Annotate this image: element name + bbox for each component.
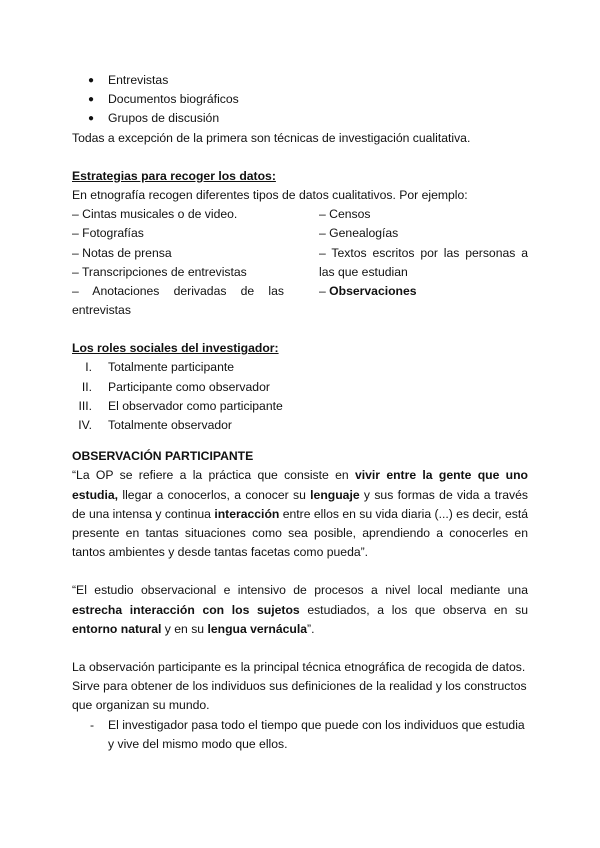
dash-text: – xyxy=(319,283,330,298)
data-type-item: – Textos escritos por las personas a xyxy=(319,245,528,260)
data-type-item: – Cintas musicales o de video. xyxy=(72,207,238,222)
bullet-icon: ● xyxy=(88,75,95,86)
roman-numeral: II. xyxy=(81,379,92,394)
op-quote-2 xyxy=(72,581,528,639)
quote-bold: lenguaje xyxy=(310,487,360,502)
list-item xyxy=(72,109,528,128)
quote-text: “El estudio observacional e intensivo de procesos a nivel local mediante una xyxy=(72,583,528,598)
dash-bullet: - xyxy=(90,717,95,732)
data-type-item-cont: entrevistas xyxy=(72,303,131,318)
strategies-intro: En etnografía recogen diferentes tipos de datos cualitativos. Por ejemplo: xyxy=(72,187,468,202)
roman-numeral: I. xyxy=(85,360,92,375)
roman-numeral: IV. xyxy=(78,418,92,432)
strategies-columns xyxy=(72,205,528,320)
quote-text: “La OP se refiere a la práctica que consiste en xyxy=(72,468,355,483)
list-item xyxy=(72,71,528,90)
methods-list xyxy=(72,71,528,129)
methods-note: Todas a excepción de la primera son técnicas de investigación cualitativa. xyxy=(72,130,471,145)
bullet-icon: ● xyxy=(88,94,95,106)
op-heading: OBSERVACIÓN PARTICIPANTE xyxy=(72,449,254,464)
strategies-left-column xyxy=(72,205,284,320)
list-item xyxy=(72,378,528,397)
list-item xyxy=(72,90,528,109)
role-text: Participante como observador xyxy=(108,379,270,394)
quote-bold: lengua vernácula xyxy=(207,621,308,636)
role-text: Totalmente participante xyxy=(108,360,235,375)
data-type-item: – Genealogías xyxy=(319,226,399,241)
data-type-item: – Fotografías xyxy=(72,226,144,241)
roles-heading: Los roles sociales del investigador: xyxy=(72,341,279,356)
data-type-item: – Transcripciones de entrevistas xyxy=(72,264,247,279)
document-page xyxy=(72,71,528,754)
bullet-icon: ● xyxy=(88,113,95,125)
quote-text: llegar a conocerlos, a conocer su xyxy=(118,487,311,502)
quote-bold: entorno natural xyxy=(72,621,162,636)
quote-bold: estrecha interacción con los sujetos xyxy=(72,602,300,617)
data-type-item: – Anotaciones derivadas de las xyxy=(72,283,284,298)
list-item xyxy=(72,416,528,435)
list-item xyxy=(72,716,528,754)
list-item-text: El investigador pasa todo el tiempo que puede con los individuos que estudia y vive del mismo modo que ellos. xyxy=(108,717,525,751)
list-item xyxy=(72,397,528,416)
list-item-text: Documentos biográficos xyxy=(108,92,239,107)
quote-text: y en su xyxy=(161,621,208,636)
list-item-text: Entrevistas xyxy=(108,73,169,87)
role-text: Totalmente observador xyxy=(108,418,232,432)
roman-numeral: III. xyxy=(78,398,92,413)
strategies-heading: Estrategias para recoger los datos: xyxy=(72,168,276,183)
quote-text: estudiados, a los que observa en su xyxy=(299,602,528,617)
data-type-item: – Notas de prensa xyxy=(72,245,172,260)
quote-text: y sus formas de vida a través de una intensa y continua xyxy=(72,487,528,521)
quote-text: entre ellos en su vida diaria (...) es decir, está presente en tantas situaciones como sea posible, aprendiendo a conocerles en tantos ambientes y desde tantas facetas como pueda”. xyxy=(72,506,528,560)
observaciones-bold: Observaciones xyxy=(329,283,417,298)
list-item xyxy=(72,358,528,377)
list-item-text: Grupos de discusión xyxy=(108,111,220,126)
quote-bold: vivir entre la gente que uno estudia, xyxy=(72,468,528,502)
data-type-item xyxy=(319,282,528,301)
quote-bold: interacción xyxy=(214,506,280,521)
role-text: El observador como participante xyxy=(108,398,283,413)
data-type-item-cont: las que estudian xyxy=(319,264,408,279)
op-paragraph: La observación participante es la principal técnica etnográfica de recogida de datos. Sirve para obtener de los individuos sus definiciones de la realidad y los constructos que organizan su mundo. xyxy=(72,660,527,713)
op-quote-1 xyxy=(72,466,528,562)
roles-list xyxy=(72,358,528,435)
data-type-item: – Censos xyxy=(319,207,371,222)
strategies-right-column xyxy=(319,205,528,320)
quote-text: ”. xyxy=(307,621,315,636)
